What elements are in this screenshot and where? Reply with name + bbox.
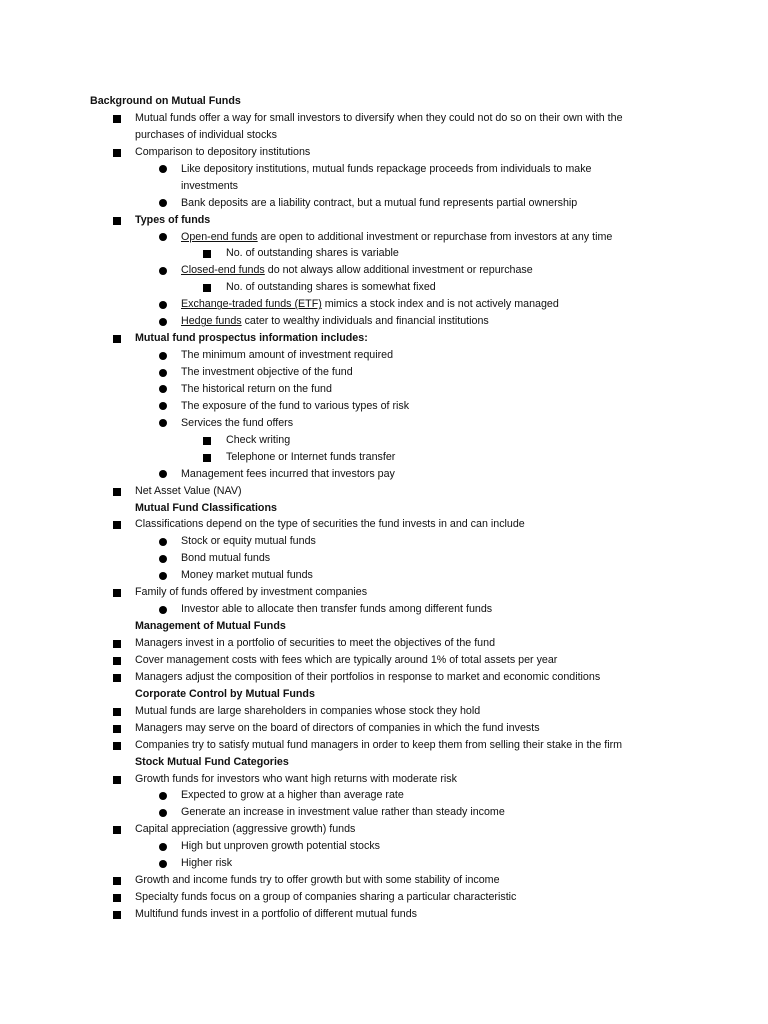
- list-item: [0, 229, 768, 246]
- list-item: [0, 161, 768, 178]
- list-item: [0, 737, 768, 754]
- text-run: investments: [181, 179, 239, 192]
- item-text: [135, 737, 622, 754]
- text-run: Generate an increase in investment value rather than steady income: [181, 806, 505, 819]
- list-item: [0, 872, 768, 889]
- item-text: [135, 821, 355, 838]
- item-text: [135, 889, 516, 906]
- text-run: Mutual fund prospectus information includes:: [135, 332, 368, 345]
- bullet-circle-icon: [159, 843, 167, 851]
- bullet-circle-icon: [159, 165, 167, 173]
- item-text: [181, 787, 404, 804]
- item-text: [135, 618, 286, 635]
- list-item: [0, 330, 768, 347]
- list-item: [0, 550, 768, 567]
- bullet-circle-icon: [159, 267, 167, 275]
- bullet-circle-icon: [159, 538, 167, 546]
- bullet-square-icon: [203, 454, 211, 462]
- document-title: [0, 93, 768, 110]
- bullet-circle-icon: [159, 233, 167, 241]
- text-run: Classifications depend on the type of securities the fund invests in and can include: [135, 518, 525, 531]
- term-label: Open-end funds: [181, 230, 258, 243]
- bullet-square-icon: [113, 826, 121, 834]
- item-text: [181, 229, 612, 246]
- text-run: Telephone or Internet funds transfer: [226, 450, 396, 463]
- bullet-square-icon: [113, 521, 121, 529]
- bullet-circle-icon: [159, 792, 167, 800]
- text-run: Specialty funds focus on a group of companies sharing a particular characteristic: [135, 891, 517, 904]
- item-text: [226, 449, 395, 466]
- item-text: [135, 212, 210, 229]
- item-text: [135, 754, 289, 771]
- bullet-circle-icon: [159, 301, 167, 309]
- text-run: The investment objective of the fund: [181, 366, 353, 378]
- list-item: [0, 178, 768, 195]
- bullet-square-icon: [203, 284, 211, 292]
- term-label: Closed-end funds: [181, 264, 265, 277]
- text-run: Growth and income funds try to offer growth but with some stability of income: [135, 874, 500, 887]
- list-item: [0, 381, 768, 398]
- list-item: [0, 889, 768, 906]
- text-run: Mutual funds are large shareholders in companies whose stock they hold: [135, 704, 481, 717]
- list-item: [0, 195, 768, 212]
- bullet-square-icon: [203, 250, 211, 258]
- bullet-circle-icon: [159, 572, 167, 580]
- bullet-circle-icon: [159, 606, 167, 614]
- item-text: [181, 601, 492, 618]
- list-item: [0, 635, 768, 652]
- bullet-square-icon: [113, 742, 121, 750]
- item-text: [226, 245, 399, 262]
- text-run: Higher risk: [181, 857, 233, 870]
- item-text: [181, 262, 533, 279]
- list-item: [0, 652, 768, 669]
- item-text: [135, 483, 242, 500]
- text-run: Managers adjust the composition of their portfolios in response to market and economic conditions: [135, 670, 601, 683]
- bullet-circle-icon: [159, 199, 167, 207]
- text-run: Capital appreciation (aggressive growth) funds: [135, 823, 356, 836]
- bullet-circle-icon: [159, 470, 167, 478]
- item-text: [226, 432, 290, 449]
- item-text: [181, 415, 293, 432]
- text-run: Stock Mutual Fund Categories: [135, 755, 289, 768]
- bullet-circle-icon: [159, 352, 167, 360]
- text-run: Comparison to depository institutions: [135, 145, 311, 158]
- text-run: Like depository institutions, mutual funds repackage proceeds from individuals to make: [181, 162, 592, 175]
- section-heading: [0, 686, 768, 703]
- item-text: [135, 110, 623, 127]
- list-item: [0, 127, 768, 144]
- list-item: [0, 533, 768, 550]
- bullet-square-icon: [203, 437, 211, 445]
- item-text: [135, 635, 495, 652]
- item-text: [181, 567, 313, 584]
- item-text: [181, 838, 380, 855]
- list-item: [0, 516, 768, 533]
- text-run: Family of funds offered by investment companies: [135, 586, 368, 599]
- list-item: [0, 415, 768, 432]
- bullet-circle-icon: [159, 555, 167, 563]
- list-item: [0, 838, 768, 855]
- item-text: [181, 296, 559, 313]
- item-text: [135, 771, 457, 788]
- list-item: [0, 110, 768, 127]
- item-text: [135, 720, 540, 737]
- list-item: [0, 398, 768, 415]
- item-text: [135, 584, 367, 601]
- bullet-circle-icon: [159, 419, 167, 427]
- item-text: [135, 686, 315, 703]
- bullet-square-icon: [113, 776, 121, 784]
- item-text: [135, 872, 500, 889]
- list-item: [0, 703, 768, 720]
- list-item: [0, 313, 768, 330]
- item-text: [181, 195, 577, 212]
- list-item: [0, 347, 768, 364]
- text-run: Services the fund offers: [181, 416, 294, 429]
- text-run: Mutual Fund Classifications: [135, 501, 277, 514]
- list-item: [0, 245, 768, 262]
- document-body: [0, 93, 768, 923]
- list-item: [0, 466, 768, 483]
- item-text: [135, 330, 368, 347]
- bullet-square-icon: [113, 894, 121, 902]
- text-run: Money market mutual funds: [181, 569, 313, 582]
- text-run: High but unproven growth potential stocks: [181, 840, 381, 853]
- text-run: Bond mutual funds: [181, 552, 271, 565]
- bullet-square-icon: [113, 335, 121, 343]
- text-run: Multifund funds invest in a portfolio of different mutual funds: [135, 908, 417, 920]
- list-item: [0, 364, 768, 381]
- text-run: Net Asset Value (NAV): [135, 484, 242, 497]
- item-text: [135, 516, 525, 533]
- item-text: [135, 906, 417, 923]
- bullet-circle-icon: [159, 809, 167, 817]
- section-heading: [0, 754, 768, 771]
- item-text: [181, 398, 409, 415]
- list-item: [0, 212, 768, 229]
- text-run: Background on Mutual Funds: [90, 95, 241, 107]
- list-item: [0, 787, 768, 804]
- item-text: [181, 313, 489, 330]
- text-run: Mutual funds offer a way for small investors to diversify when they could not do so on their own with the: [135, 111, 623, 124]
- item-text: [135, 652, 557, 669]
- bullet-circle-icon: [159, 402, 167, 410]
- list-item: [0, 855, 768, 872]
- text-run: Companies try to satisfy mutual fund managers in order to keep them from selling their stake in the firm: [135, 738, 623, 751]
- text-run: Managers may serve on the board of directors of companies in which the fund invests: [135, 721, 540, 734]
- list-item: [0, 584, 768, 601]
- text-run: Expected to grow at a higher than average rate: [181, 789, 404, 802]
- text-run: do not always allow additional investment or repurchase: [264, 264, 533, 277]
- text-run: Growth funds for investors who want high returns with moderate risk: [135, 772, 457, 785]
- list-item: [0, 567, 768, 584]
- list-item: [0, 601, 768, 618]
- item-text: [181, 466, 395, 483]
- item-text: [181, 804, 505, 821]
- bullet-square-icon: [113, 674, 121, 682]
- text-run: Management of Mutual Funds: [135, 620, 286, 633]
- item-text: [135, 669, 600, 686]
- text-run: mimics a stock index and is not actively managed: [321, 298, 559, 311]
- bullet-square-icon: [113, 877, 121, 885]
- bullet-circle-icon: [159, 860, 167, 868]
- bullet-square-icon: [113, 708, 121, 716]
- list-item: [0, 449, 768, 466]
- term-label: Hedge funds: [181, 315, 242, 328]
- text-run: Managers invest in a portfolio of securities to meet the objectives of the fund: [135, 637, 496, 649]
- bullet-square-icon: [113, 657, 121, 665]
- text-run: cater to wealthy individuals and financial institutions: [241, 315, 489, 328]
- item-text: [135, 127, 277, 144]
- text-run: Investor able to allocate then transfer funds among different funds: [181, 603, 493, 616]
- list-item: [0, 771, 768, 788]
- item-text: [135, 500, 277, 517]
- bullet-circle-icon: [159, 318, 167, 326]
- list-item: [0, 262, 768, 279]
- bullet-square-icon: [113, 488, 121, 496]
- item-text: [181, 347, 393, 364]
- bullet-circle-icon: [159, 385, 167, 393]
- text-run: are open to additional investment or repurchase from investors at any time: [257, 230, 613, 243]
- item-text: [226, 279, 436, 296]
- bullet-square-icon: [113, 911, 121, 919]
- list-item: [0, 669, 768, 686]
- bullet-square-icon: [113, 589, 121, 597]
- list-item: [0, 821, 768, 838]
- list-item: [0, 296, 768, 313]
- bullet-square-icon: [113, 725, 121, 733]
- text-run: The exposure of the fund to various types of risk: [181, 399, 410, 412]
- text-run: Management fees incurred that investors pay: [181, 467, 395, 480]
- text-run: Corporate Control by Mutual Funds: [135, 687, 315, 700]
- item-text: [181, 178, 238, 195]
- list-item: [0, 279, 768, 296]
- item-text: [181, 855, 232, 872]
- item-text: [181, 550, 270, 567]
- item-text: [181, 364, 353, 381]
- list-item: [0, 483, 768, 500]
- bullet-square-icon: [113, 640, 121, 648]
- text-run: Stock or equity mutual funds: [181, 535, 316, 548]
- list-item: [0, 432, 768, 449]
- text-run: Cover management costs with fees which are typically around 1% of total assets per year: [135, 653, 558, 666]
- bullet-square-icon: [113, 115, 121, 123]
- list-item: [0, 906, 768, 923]
- item-text: [181, 161, 592, 178]
- section-heading: [0, 618, 768, 635]
- item-text: [135, 703, 480, 720]
- text-run: Types of funds: [135, 213, 211, 226]
- list-item: [0, 144, 768, 161]
- bullet-circle-icon: [159, 369, 167, 377]
- text-run: The historical return on the fund: [181, 382, 332, 395]
- text-run: No. of outstanding shares is variable: [226, 247, 399, 260]
- text-run: Bank deposits are a liability contract, but a mutual fund represents partial ownership: [181, 196, 578, 209]
- text-run: Check writing: [226, 433, 291, 446]
- text-run: purchases of individual stocks: [135, 128, 277, 141]
- bullet-square-icon: [113, 149, 121, 157]
- bullet-square-icon: [113, 217, 121, 225]
- list-item: [0, 804, 768, 821]
- text-run: No. of outstanding shares is somewhat fixed: [226, 281, 436, 294]
- item-text: [135, 144, 310, 161]
- term-label: Exchange-traded funds (ETF): [181, 298, 322, 311]
- item-text: [181, 533, 316, 550]
- text-run: The minimum amount of investment required: [181, 349, 394, 362]
- item-text: [90, 93, 241, 110]
- section-heading: [0, 500, 768, 517]
- item-text: [181, 381, 332, 398]
- list-item: [0, 720, 768, 737]
